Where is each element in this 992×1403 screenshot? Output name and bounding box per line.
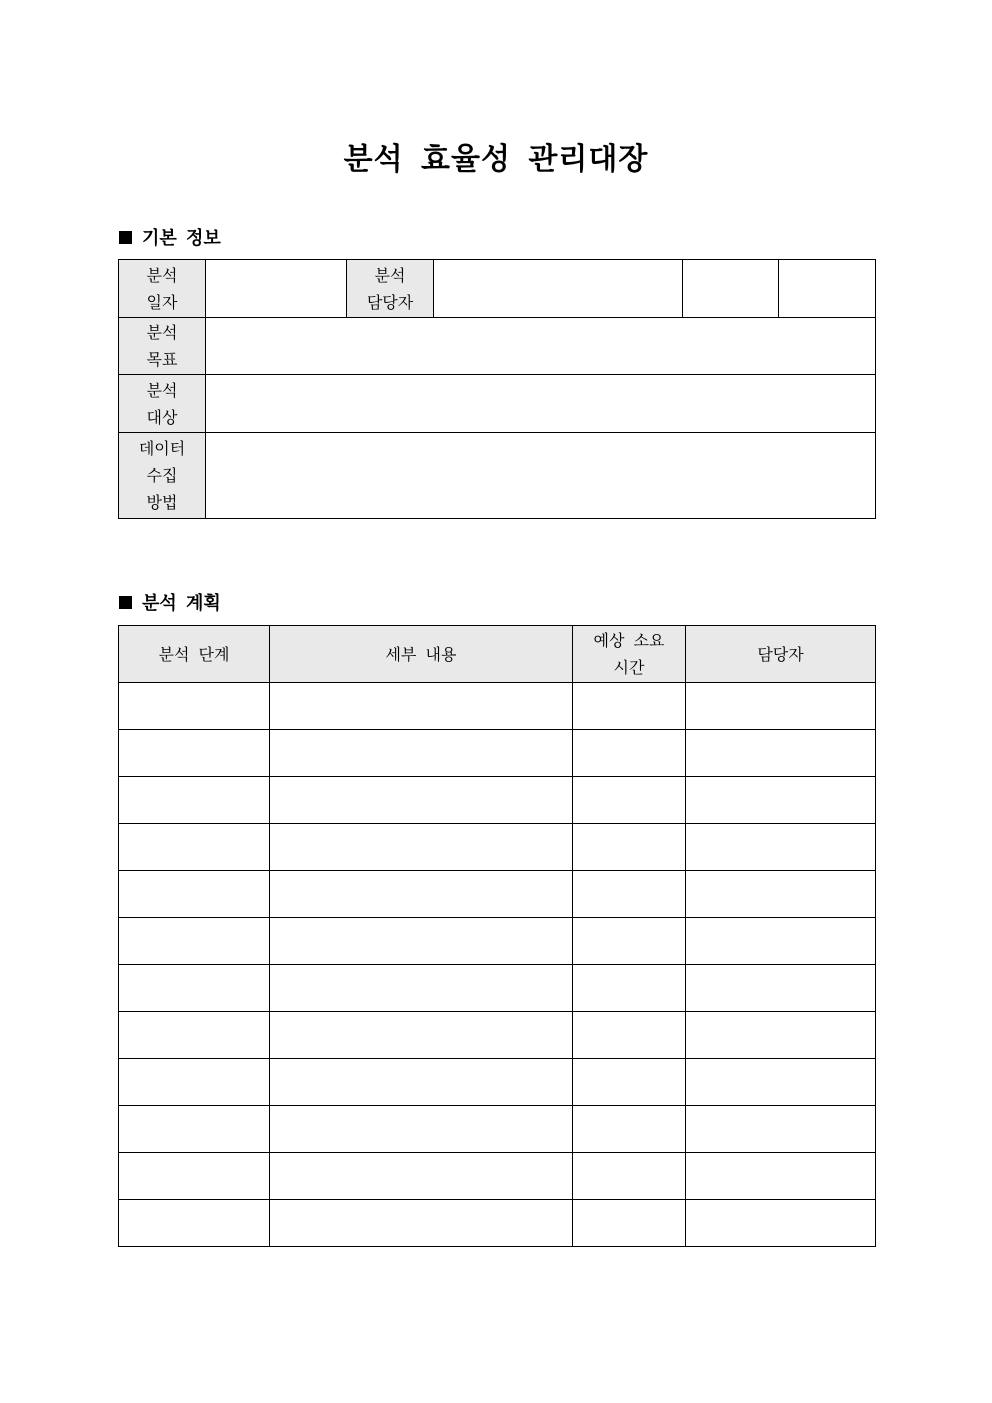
table-row <box>119 777 876 824</box>
owner-cell[interactable] <box>686 1106 876 1153</box>
method-field[interactable] <box>206 433 876 519</box>
details-cell[interactable] <box>270 1200 573 1247</box>
details-cell[interactable] <box>270 777 573 824</box>
details-cell[interactable] <box>270 683 573 730</box>
square-bullet-icon <box>119 231 132 244</box>
owner-cell[interactable] <box>686 918 876 965</box>
details-cell[interactable] <box>270 730 573 777</box>
estimated-time-cell[interactable] <box>573 918 686 965</box>
estimated-time-cell[interactable] <box>573 824 686 871</box>
section-heading-basic-info <box>119 224 221 250</box>
step-cell[interactable] <box>119 871 270 918</box>
method-label: 데이터 수집 방법 <box>119 433 206 519</box>
table-row <box>119 965 876 1012</box>
table-row <box>119 1200 876 1247</box>
owner-cell[interactable] <box>686 1200 876 1247</box>
owner-cell[interactable] <box>686 777 876 824</box>
table-row <box>119 1106 876 1153</box>
details-cell[interactable] <box>270 824 573 871</box>
analysis-date-label: 분석 일자 <box>119 260 206 318</box>
owner-cell[interactable] <box>686 871 876 918</box>
table-row <box>119 1153 876 1200</box>
step-cell[interactable] <box>119 1153 270 1200</box>
column-header-owner: 담당자 <box>686 626 876 683</box>
step-cell[interactable] <box>119 777 270 824</box>
details-cell[interactable] <box>270 1059 573 1106</box>
analyst-field[interactable] <box>434 260 683 318</box>
estimated-time-cell[interactable] <box>573 777 686 824</box>
details-cell[interactable] <box>270 918 573 965</box>
estimated-time-cell[interactable] <box>573 1153 686 1200</box>
analysis-date-field[interactable] <box>206 260 347 318</box>
goal-field[interactable] <box>206 318 876 375</box>
column-header-estimated-time: 예상 소요 시간 <box>573 626 686 683</box>
step-cell[interactable] <box>119 1200 270 1247</box>
owner-cell[interactable] <box>686 824 876 871</box>
page-title: 분석 효율성 관리대장 <box>343 142 649 177</box>
owner-cell[interactable] <box>686 1012 876 1059</box>
owner-cell[interactable] <box>686 1153 876 1200</box>
step-cell[interactable] <box>119 824 270 871</box>
estimated-time-cell[interactable] <box>573 1200 686 1247</box>
details-cell[interactable] <box>270 871 573 918</box>
square-bullet-icon <box>119 596 132 609</box>
column-header-step: 분석 단계 <box>119 626 270 683</box>
section-heading-plan <box>119 589 221 615</box>
details-cell[interactable] <box>270 1153 573 1200</box>
step-cell[interactable] <box>119 1059 270 1106</box>
extra-field-2[interactable] <box>779 260 876 318</box>
basic-info-table <box>118 259 876 519</box>
step-cell[interactable] <box>119 1012 270 1059</box>
table-row <box>119 730 876 777</box>
owner-cell[interactable] <box>686 683 876 730</box>
table-row <box>119 918 876 965</box>
extra-field-1[interactable] <box>683 260 779 318</box>
estimated-time-cell[interactable] <box>573 1106 686 1153</box>
table-row <box>119 1059 876 1106</box>
estimated-time-cell[interactable] <box>573 871 686 918</box>
section-heading-label: 기본 정보 <box>142 228 221 249</box>
owner-cell[interactable] <box>686 730 876 777</box>
section-heading-label: 분석 계획 <box>142 593 221 614</box>
step-cell[interactable] <box>119 918 270 965</box>
owner-cell[interactable] <box>686 1059 876 1106</box>
target-field[interactable] <box>206 375 876 433</box>
estimated-time-cell[interactable] <box>573 965 686 1012</box>
target-label: 분석 대상 <box>119 375 206 433</box>
goal-label: 분석 목표 <box>119 318 206 375</box>
estimated-time-cell[interactable] <box>573 683 686 730</box>
step-cell[interactable] <box>119 730 270 777</box>
table-row <box>119 1012 876 1059</box>
table-row <box>119 824 876 871</box>
table-row <box>119 871 876 918</box>
estimated-time-cell[interactable] <box>573 1059 686 1106</box>
owner-cell[interactable] <box>686 965 876 1012</box>
estimated-time-cell[interactable] <box>573 730 686 777</box>
step-cell[interactable] <box>119 965 270 1012</box>
estimated-time-cell[interactable] <box>573 1012 686 1059</box>
details-cell[interactable] <box>270 1106 573 1153</box>
plan-table <box>118 625 876 1247</box>
details-cell[interactable] <box>270 965 573 1012</box>
step-cell[interactable] <box>119 683 270 730</box>
details-cell[interactable] <box>270 1012 573 1059</box>
analyst-label: 분석 담당자 <box>347 260 434 318</box>
table-row <box>119 683 876 730</box>
column-header-details: 세부 내용 <box>270 626 573 683</box>
step-cell[interactable] <box>119 1106 270 1153</box>
